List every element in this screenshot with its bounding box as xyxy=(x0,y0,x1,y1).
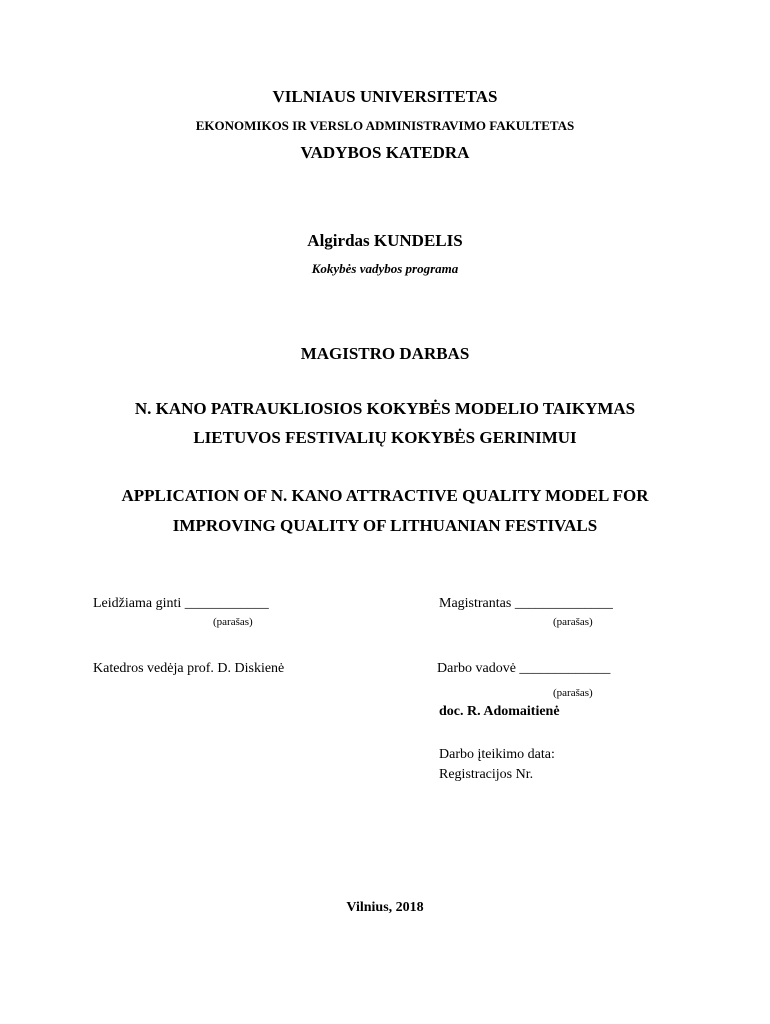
faculty-name: EKONOMIKOS IR VERSLO ADMINISTRAVIMO FAKULTETAS xyxy=(195,118,575,133)
registration-number: Registracijos Nr. xyxy=(439,767,534,782)
student-signature-caption: (parašas) xyxy=(553,616,593,628)
title-lt-line-2: LIETUVOS FESTIVALIŲ KOKYBĖS GERINIMUI xyxy=(193,428,577,447)
university-name: VILNIAUS UNIVERSITETAS xyxy=(272,87,498,106)
work-type: MAGISTRO DARBAS xyxy=(300,344,470,363)
title-en-line-1: APPLICATION OF N. KANO ATTRACTIVE QUALITY MODEL FOR xyxy=(121,486,649,505)
head-of-department: Katedros vedėja prof. D. Diskienė xyxy=(93,661,285,676)
submission-date: Darbo įteikimo data: xyxy=(439,747,555,762)
supervisor-signature-caption: (parašas) xyxy=(553,687,593,699)
author-name: Algirdas KUNDELIS xyxy=(307,231,463,250)
student-signature-line: Magistrantas ______________ xyxy=(439,596,613,611)
department-name: VADYBOS KATEDRA xyxy=(300,143,470,162)
permitted-signature-caption: (parašas) xyxy=(213,616,253,628)
supervisor-signature-line: Darbo vadovė _____________ xyxy=(437,661,611,676)
permitted-to-defend: Leidžiama ginti ____________ xyxy=(93,596,269,611)
study-program: Kokybės vadybos programa xyxy=(311,261,459,276)
title-en-line-2: IMPROVING QUALITY OF LITHUANIAN FESTIVALS xyxy=(172,516,598,535)
title-lt-line-1: N. KANO PATRAUKLIOSIOS KOKYBĖS MODELIO TAIKYMAS xyxy=(134,399,636,418)
city-year: Vilnius, 2018 xyxy=(346,900,424,915)
supervisor-name: doc. R. Adomaitienė xyxy=(439,704,560,719)
